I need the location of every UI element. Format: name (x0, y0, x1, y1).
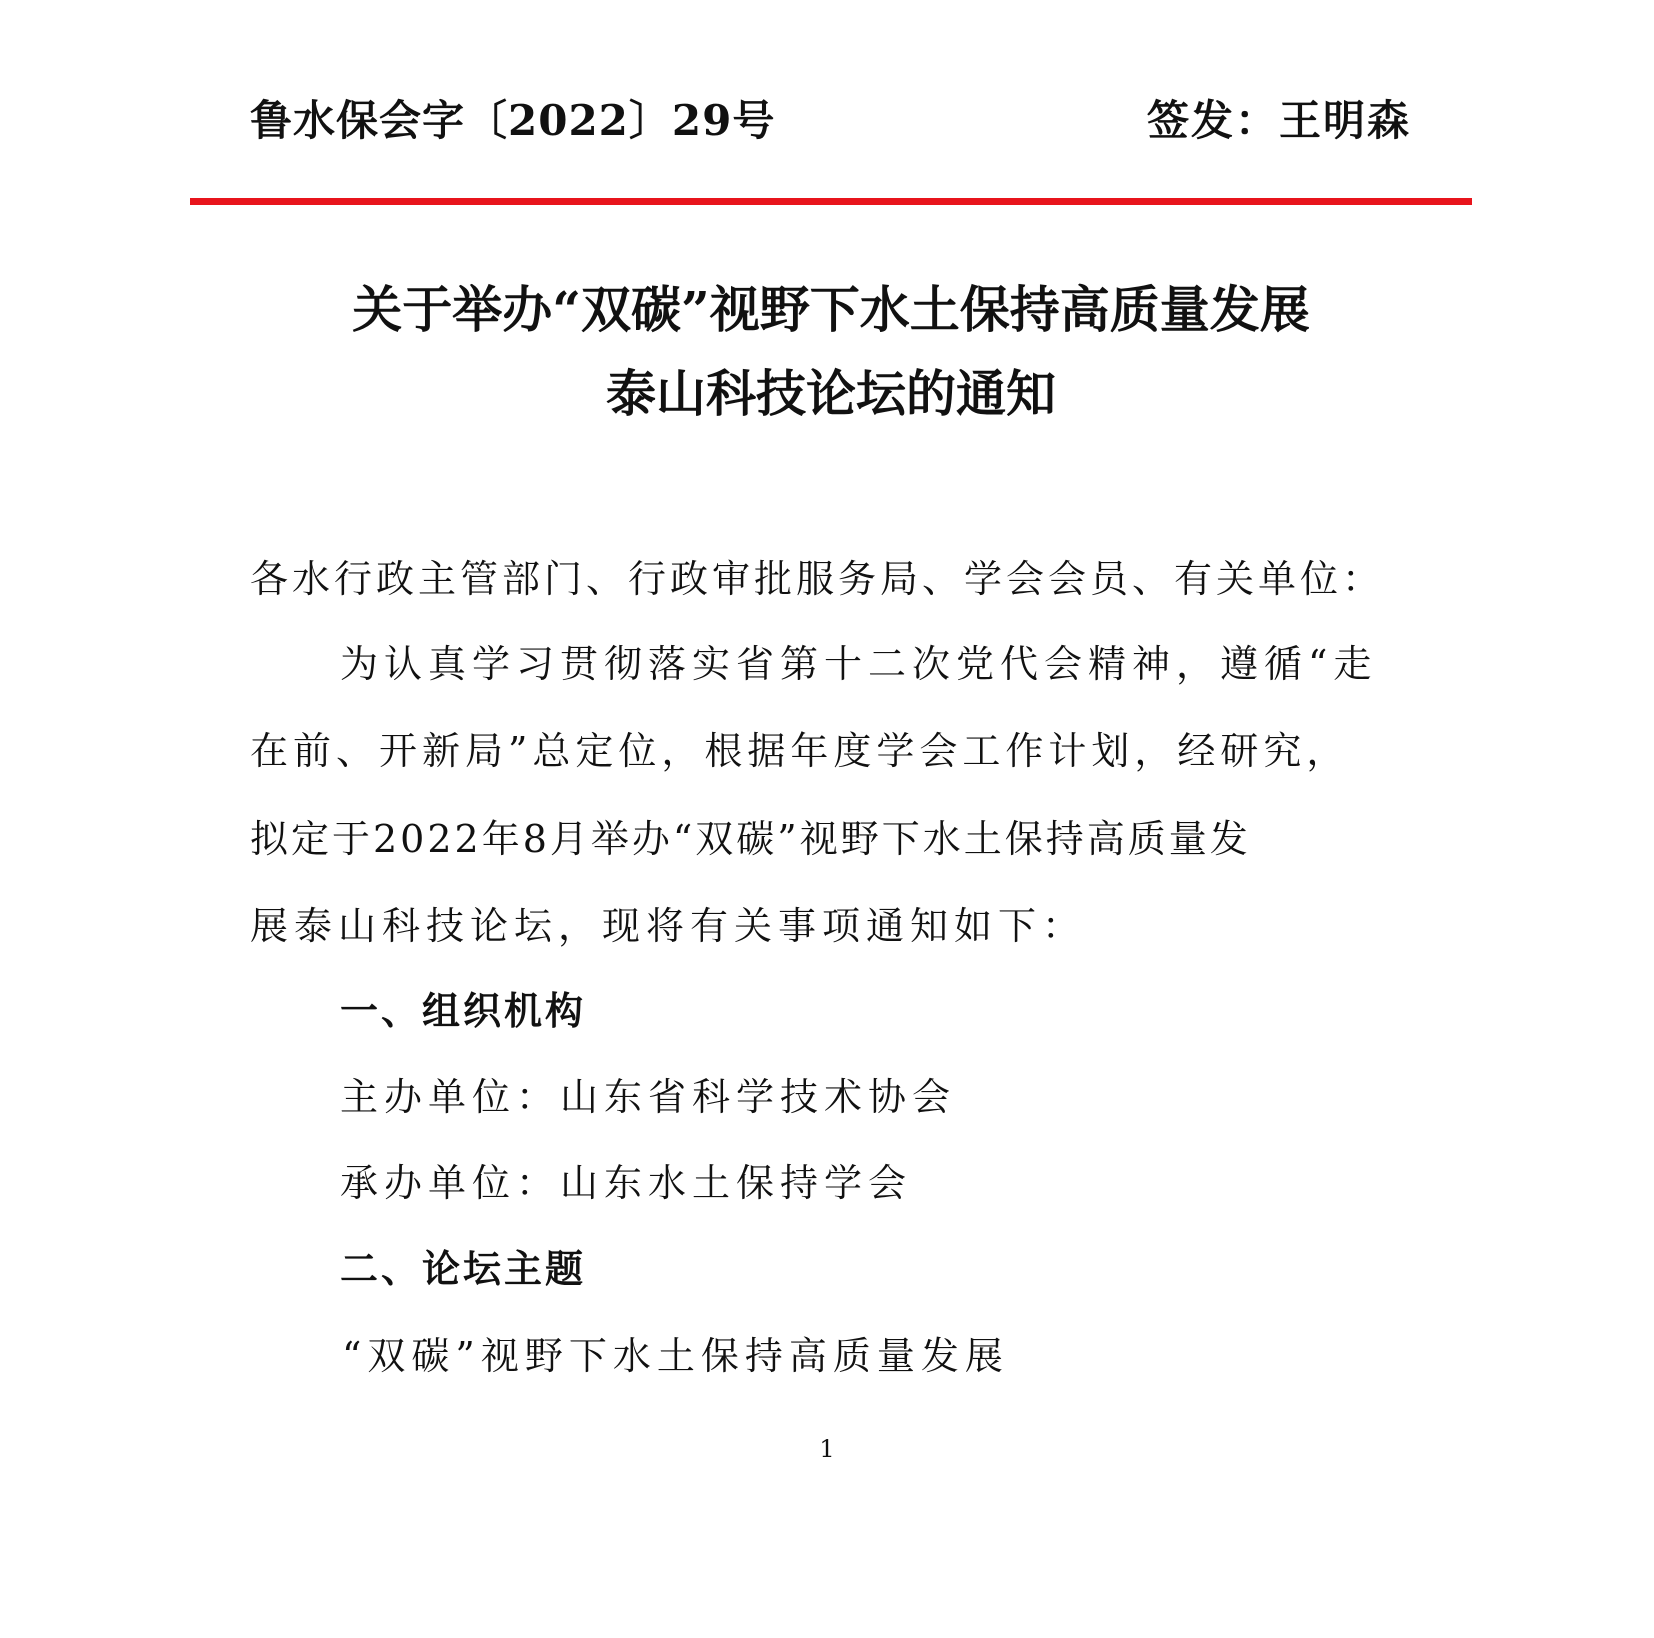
paragraph-line: 为认真学习贯彻落实省第十二次党代会精神，遵循“走 (340, 642, 1378, 686)
signer: 签发：王明森 (1146, 96, 1411, 145)
section-heading: 二、论坛主题 (340, 1246, 587, 1291)
host-unit: 主办单位：山东省科学技术协会 (340, 1075, 957, 1119)
forum-theme: “双碳”视野下水土保持高质量发展 (342, 1334, 1009, 1378)
paragraph-line: 展泰山科技论坛，现将有关事项通知如下： (250, 904, 1087, 948)
paragraph-line: 在前、开新局”总定位，根据年度学会工作计划，经研究， (250, 729, 1350, 773)
organizer-unit: 承办单位：山东水土保持学会 (340, 1161, 913, 1205)
document-number: 鲁水保会字〔2022〕29号 (250, 96, 776, 145)
page-number: 1 (819, 1435, 835, 1463)
document-title-line-1: 关于举办“双碳”视野下水土保持高质量发展 (352, 280, 1310, 339)
section-heading: 一、组织机构 (340, 988, 587, 1033)
addressee: 各水行政主管部门、行政审批服务局、学会会员、有关单位： (250, 557, 1385, 601)
document-title-line-2: 泰山科技论坛的通知 (606, 364, 1056, 423)
red-header-rule (190, 198, 1472, 205)
paragraph-line: 拟定于2022年8月举办“双碳”视野下水土保持高质量发 (250, 817, 1251, 861)
